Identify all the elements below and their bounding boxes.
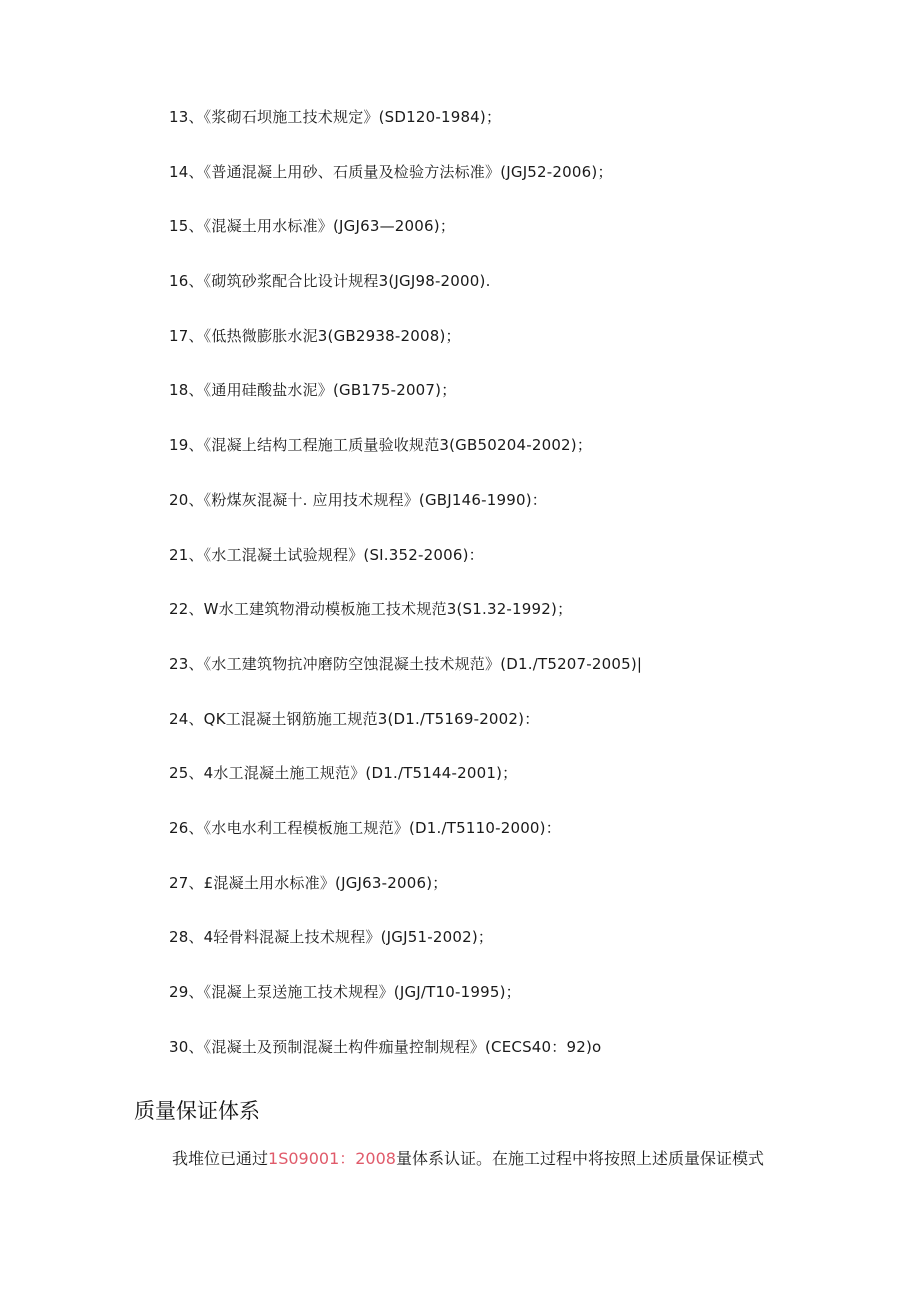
list-item: 28、4轻骨料混凝上技术规程》(JGJ51-2002)； bbox=[169, 928, 494, 947]
list-item: 25、4水工混凝土施工规范》(D1./T5144-2001)； bbox=[169, 764, 518, 783]
list-item: 17、《低热微膨胀水泥3(GB2938-2008)； bbox=[169, 326, 461, 345]
list-item: 27、£混凝土用水标准》(JGJ63-2006)； bbox=[169, 873, 448, 892]
list-item: 19、《混凝上结构工程施工质量验收规范3(GB50204-2002)； bbox=[169, 436, 593, 455]
list-item: 13、《浆砌石坝施工技术规定》(SD120-1984)； bbox=[169, 108, 502, 126]
section-paragraph bbox=[172, 1144, 764, 1174]
list-item: 18、《通用硅酸盐水泥》(GB175-2007)； bbox=[169, 381, 457, 400]
list-item: 15、《混凝土用水标准》(JGJ63—2006)； bbox=[169, 217, 456, 236]
list-item: 26、《水电水利工程模板施工规范》(D1./T5110-2000)： bbox=[169, 818, 561, 837]
list-item: 14、《普通混凝上用砂、石质量及检验方法标准》(JGJ52-2006)； bbox=[169, 162, 613, 181]
list-item: 20、《粉煤灰混凝十. 应用技术规程》(GBJ146-1990)： bbox=[169, 490, 547, 509]
reference-list bbox=[169, 103, 642, 1087]
list-item: 29、《混凝上泵送施工技术规程》(JGJ/T10-1995)； bbox=[169, 983, 521, 1001]
list-item: 24、QK工混凝土钢筋施工规范3(D1./T5169-2002)： bbox=[169, 709, 540, 728]
list-item: 30、《混凝土及预制混凝土构件痂量控制规程》(CECS40：92)o bbox=[169, 1037, 602, 1056]
certification-highlight: 1S09001：2008 bbox=[268, 1149, 396, 1168]
list-item: 23、《水工建筑物抗冲磨防空蚀混凝土技术规范》(D1./T5207-2005)| bbox=[169, 654, 643, 673]
list-item: 22、W水工建筑物滑动模板施工技术规范3(S1.32-1992)； bbox=[169, 600, 573, 619]
paragraph-text-end: 量体系认证。在施工过程中将按照上述质量保证模式 bbox=[395, 1149, 764, 1168]
list-item: 21、《水工混凝土试验规程》(SI.352-2006)： bbox=[169, 545, 484, 564]
section-heading: 质量保证体系 bbox=[134, 1099, 260, 1123]
paragraph-text-start: 我堆位已通过 bbox=[172, 1149, 269, 1168]
list-item: 16、《砌筑砂浆配合比设计规程3(JGJ98-2000). bbox=[169, 272, 491, 291]
